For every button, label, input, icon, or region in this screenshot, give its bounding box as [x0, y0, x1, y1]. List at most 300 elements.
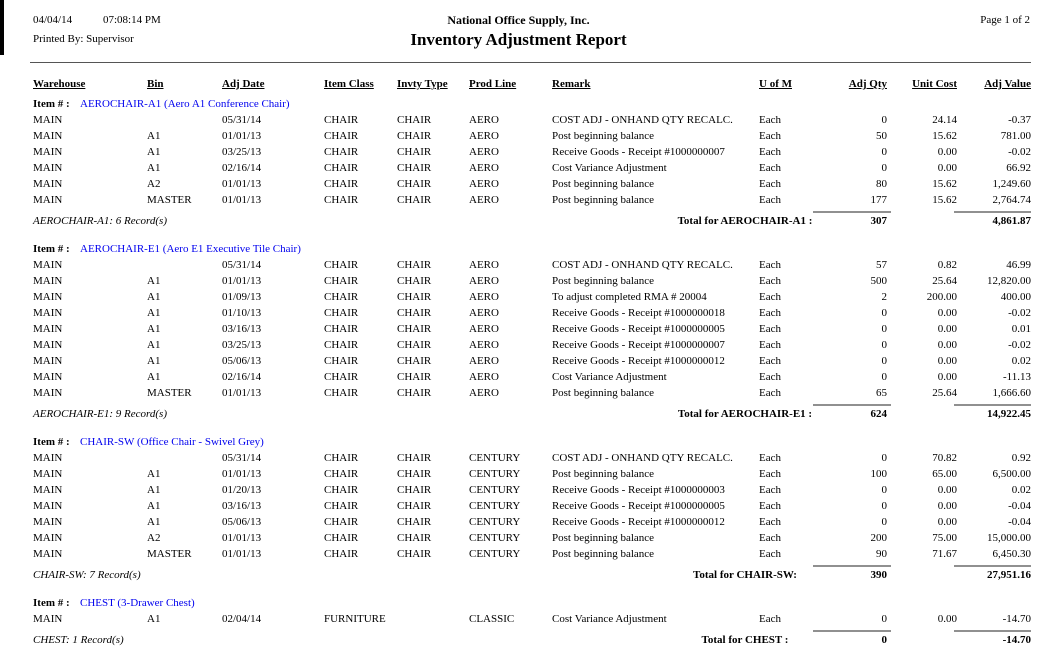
cell-adj-date: 03/16/13: [222, 323, 262, 335]
table-row: [0, 498, 1037, 514]
cell-prod-line: CENTURY: [469, 452, 521, 464]
company-name: National Office Supply, Inc.: [447, 13, 590, 27]
cell-invty-type: CHAIR: [397, 387, 432, 399]
cell-invty-type: CHAIR: [397, 114, 432, 126]
item-header-line: [0, 595, 1037, 611]
item-link[interactable]: AEROCHAIR-A1 (Aero A1 Conference Chair): [80, 98, 290, 110]
cell-invty-type: CHAIR: [397, 275, 432, 287]
column-header-u-of-m: U of M: [759, 78, 792, 90]
cell-unit-cost: 24.14: [932, 114, 957, 126]
cell-invty-type: CHAIR: [397, 146, 432, 158]
cell-warehouse: MAIN: [33, 532, 63, 544]
cell-warehouse: MAIN: [33, 307, 63, 319]
cell-item-class: CHAIR: [324, 532, 359, 544]
cell-remark: COST ADJ - ONHAND QTY RECALC.: [552, 259, 733, 271]
cell-warehouse: MAIN: [33, 516, 63, 528]
cell-invty-type: CHAIR: [397, 355, 432, 367]
printed-by: Printed By: Supervisor: [33, 33, 134, 45]
cell-unit-cost: 0.00: [937, 355, 957, 367]
cell-u-of-m: Each: [759, 307, 781, 319]
item-header-line: [0, 241, 1037, 257]
cell-adj-date: 01/01/13: [222, 532, 262, 544]
cell-invty-type: CHAIR: [397, 532, 432, 544]
cell-unit-cost: 65.00: [932, 468, 957, 480]
cell-adj-value: -0.04: [1008, 500, 1031, 512]
cell-adj-date: 01/10/13: [222, 307, 262, 319]
cell-adj-value: 15,000.00: [987, 532, 1031, 544]
cell-prod-line: AERO: [469, 371, 499, 383]
cell-adj-date: 01/01/13: [222, 387, 262, 399]
cell-adj-date: 02/16/14: [222, 162, 262, 174]
cell-unit-cost: 71.67: [932, 548, 957, 560]
cell-bin: A1: [147, 613, 161, 625]
cell-prod-line: AERO: [469, 275, 499, 287]
section-total-block: [0, 401, 1037, 434]
cell-prod-line: AERO: [469, 323, 499, 335]
column-header-remark: Remark: [552, 78, 591, 90]
cell-adj-qty: 177: [870, 194, 887, 206]
cell-item-class: CHAIR: [324, 114, 359, 126]
cell-adj-date: 01/01/13: [222, 130, 262, 142]
item-section: [0, 434, 1037, 595]
cell-invty-type: CHAIR: [397, 259, 432, 271]
cell-prod-line: AERO: [469, 259, 499, 271]
cell-u-of-m: Each: [759, 371, 781, 383]
cell-item-class: CHAIR: [324, 371, 359, 383]
cell-invty-type: CHAIR: [397, 516, 432, 528]
section-total-block: [0, 208, 1037, 241]
table-row: [0, 128, 1037, 144]
cell-remark: Post beginning balance: [552, 178, 655, 190]
cell-item-class: CHAIR: [324, 194, 359, 206]
cell-prod-line: AERO: [469, 162, 499, 174]
cell-unit-cost: 0.00: [937, 500, 957, 512]
report-title: Inventory Adjustment Report: [410, 30, 627, 49]
table-row: [0, 289, 1037, 305]
item-section: [0, 96, 1037, 241]
cell-prod-line: CENTURY: [469, 500, 521, 512]
cell-unit-cost: 25.64: [932, 387, 957, 399]
cell-adj-value: -14.70: [1002, 613, 1031, 625]
cell-bin: A1: [147, 307, 161, 319]
cell-adj-qty: 0: [881, 516, 887, 528]
item-number-label: Item # :: [33, 243, 70, 255]
cell-item-class: FURNITURE: [324, 613, 386, 625]
cell-remark: Cost Variance Adjustment: [552, 371, 667, 383]
cell-warehouse: MAIN: [33, 613, 63, 625]
cell-u-of-m: Each: [759, 130, 781, 142]
cell-adj-date: 01/01/13: [222, 275, 262, 287]
cell-warehouse: MAIN: [33, 291, 63, 303]
table-row: [0, 144, 1037, 160]
record-count: AEROCHAIR-E1: 9 Record(s): [33, 408, 167, 420]
table-row: [0, 176, 1037, 192]
cell-item-class: CHAIR: [324, 130, 359, 142]
cell-adj-date: 01/01/13: [222, 178, 262, 190]
cell-bin: MASTER: [147, 194, 192, 206]
cell-invty-type: CHAIR: [397, 130, 432, 142]
cell-invty-type: CHAIR: [397, 548, 432, 560]
item-header-line: [0, 96, 1037, 112]
cell-adj-date: 05/06/13: [222, 516, 262, 528]
cell-item-class: CHAIR: [324, 323, 359, 335]
item-number-label: Item # :: [33, 597, 70, 609]
cell-remark: Post beginning balance: [552, 387, 655, 399]
cell-item-class: CHAIR: [324, 452, 359, 464]
cell-prod-line: AERO: [469, 387, 499, 399]
cell-prod-line: AERO: [469, 355, 499, 367]
column-header-adj-value: Adj Value: [984, 78, 1031, 90]
cell-unit-cost: 0.82: [937, 259, 957, 271]
column-header-warehouse: Warehouse: [33, 78, 86, 90]
cell-adj-value: 781.00: [1000, 130, 1031, 142]
cell-invty-type: CHAIR: [397, 178, 432, 190]
total-label: Total for CHEST :: [701, 634, 789, 646]
cell-warehouse: MAIN: [33, 355, 63, 367]
cell-bin: A1: [147, 162, 161, 174]
cell-adj-date: 02/04/14: [222, 613, 262, 625]
cell-adj-value: 0.92: [1011, 452, 1031, 464]
cell-adj-date: 02/16/14: [222, 371, 262, 383]
cell-adj-value: -0.37: [1008, 114, 1031, 126]
cell-prod-line: AERO: [469, 194, 499, 206]
cell-remark: Receive Goods - Receipt #1000000018: [552, 307, 725, 319]
cell-warehouse: MAIN: [33, 323, 63, 335]
cell-remark: Post beginning balance: [552, 194, 655, 206]
cell-item-class: CHAIR: [324, 291, 359, 303]
item-number-label: Item # :: [33, 98, 70, 110]
cell-remark: Receive Goods - Receipt #1000000007: [552, 146, 725, 158]
cell-adj-value: 0.02: [1011, 484, 1031, 496]
cell-bin: A1: [147, 484, 161, 496]
cell-item-class: CHAIR: [324, 307, 359, 319]
table-row: [0, 385, 1037, 401]
cell-adj-qty: 200: [870, 532, 887, 544]
cell-unit-cost: 70.82: [932, 452, 957, 464]
cell-u-of-m: Each: [759, 146, 781, 158]
cell-warehouse: MAIN: [33, 371, 63, 383]
cell-u-of-m: Each: [759, 194, 781, 206]
cell-adj-qty: 80: [876, 178, 887, 190]
item-number-label: Item # :: [33, 436, 70, 448]
cell-prod-line: AERO: [469, 130, 499, 142]
cell-unit-cost: 0.00: [937, 613, 957, 625]
cell-adj-date: 03/25/13: [222, 339, 262, 351]
item-link[interactable]: CHEST (3-Drawer Chest): [80, 597, 195, 609]
table-row: [0, 530, 1037, 546]
cell-adj-date: 03/25/13: [222, 146, 262, 158]
cell-u-of-m: Each: [759, 162, 781, 174]
cell-item-class: CHAIR: [324, 162, 359, 174]
total-adj-qty: 307: [870, 215, 887, 227]
cell-adj-date: 01/09/13: [222, 291, 262, 303]
cell-adj-qty: 0: [881, 307, 887, 319]
item-link[interactable]: CHAIR-SW (Office Chair - Swivel Grey): [80, 436, 264, 448]
cell-bin: A1: [147, 146, 161, 158]
item-header-line: [0, 434, 1037, 450]
table-row: [0, 450, 1037, 466]
table-row: [0, 514, 1037, 530]
total-adj-value: 4,861.87: [992, 215, 1031, 227]
item-section: [0, 595, 1037, 653]
table-row: [0, 112, 1037, 128]
total-label: Total for AEROCHAIR-E1 :: [677, 408, 813, 420]
cell-bin: MASTER: [147, 387, 192, 399]
cell-bin: A1: [147, 339, 161, 351]
cell-adj-qty: 0: [881, 162, 887, 174]
table-row: [0, 337, 1037, 353]
cell-item-class: CHAIR: [324, 178, 359, 190]
cell-warehouse: MAIN: [33, 468, 63, 480]
cell-invty-type: CHAIR: [397, 371, 432, 383]
cell-adj-qty: 0: [881, 484, 887, 496]
cell-adj-qty: 0: [881, 452, 887, 464]
cell-u-of-m: Each: [759, 484, 781, 496]
cell-adj-date: 01/01/13: [222, 468, 262, 480]
cell-prod-line: AERO: [469, 178, 499, 190]
cell-u-of-m: Each: [759, 355, 781, 367]
cell-adj-value: 400.00: [1000, 291, 1031, 303]
header-divider: [30, 62, 1031, 63]
item-link[interactable]: AEROCHAIR-E1 (Aero E1 Executive Tile Chair): [80, 243, 301, 255]
cell-u-of-m: Each: [759, 339, 781, 351]
record-count: AEROCHAIR-A1: 6 Record(s): [33, 215, 167, 227]
cell-adj-qty: 0: [881, 371, 887, 383]
cell-prod-line: CENTURY: [469, 468, 521, 480]
cell-adj-value: 0.02: [1011, 355, 1031, 367]
page-indicator: Page 1 of 2: [980, 14, 1030, 26]
cell-prod-line: AERO: [469, 146, 499, 158]
total-adj-qty: 624: [870, 408, 887, 420]
total-adj-value: 14,922.45: [987, 408, 1031, 420]
cell-bin: A1: [147, 275, 161, 287]
cell-item-class: CHAIR: [324, 387, 359, 399]
cell-item-class: CHAIR: [324, 339, 359, 351]
column-header-invty-type: Invty Type: [397, 78, 448, 90]
cell-invty-type: CHAIR: [397, 194, 432, 206]
cell-item-class: CHAIR: [324, 516, 359, 528]
cell-adj-value: 46.99: [1006, 259, 1031, 271]
cell-bin: A2: [147, 178, 161, 190]
table-row: [0, 192, 1037, 208]
print-time: 07:08:14 PM: [103, 14, 161, 26]
cell-invty-type: CHAIR: [397, 162, 432, 174]
cell-warehouse: MAIN: [33, 484, 63, 496]
cell-warehouse: MAIN: [33, 387, 63, 399]
cell-warehouse: MAIN: [33, 339, 63, 351]
cell-adj-value: 12,820.00: [987, 275, 1031, 287]
cell-adj-date: 05/31/14: [222, 114, 262, 126]
cell-adj-value: 6,500.00: [992, 468, 1031, 480]
cell-item-class: CHAIR: [324, 484, 359, 496]
cell-unit-cost: 0.00: [937, 371, 957, 383]
cell-bin: A1: [147, 468, 161, 480]
cell-adj-date: 01/01/13: [222, 194, 262, 206]
cell-remark: COST ADJ - ONHAND QTY RECALC.: [552, 452, 733, 464]
cell-adj-qty: 500: [870, 275, 887, 287]
cell-warehouse: MAIN: [33, 275, 63, 287]
table-row: [0, 611, 1037, 627]
cell-remark: Post beginning balance: [552, 275, 655, 287]
column-header-adj-qty: Adj Qty: [848, 78, 887, 90]
cell-invty-type: CHAIR: [397, 307, 432, 319]
cell-remark: Receive Goods - Receipt #1000000005: [552, 500, 725, 512]
cell-adj-qty: 0: [881, 323, 887, 335]
cell-u-of-m: Each: [759, 114, 781, 126]
cell-prod-line: CENTURY: [469, 548, 521, 560]
cell-u-of-m: Each: [759, 387, 781, 399]
cell-remark: Receive Goods - Receipt #1000000012: [552, 355, 725, 367]
cell-prod-line: CENTURY: [469, 516, 521, 528]
cell-prod-line: AERO: [469, 291, 499, 303]
cell-warehouse: MAIN: [33, 500, 63, 512]
cell-remark: Post beginning balance: [552, 548, 655, 560]
cell-u-of-m: Each: [759, 259, 781, 271]
cell-bin: A1: [147, 291, 161, 303]
table-row: [0, 353, 1037, 369]
cell-u-of-m: Each: [759, 613, 781, 625]
cell-remark: Receive Goods - Receipt #1000000005: [552, 323, 725, 335]
cell-bin: A1: [147, 371, 161, 383]
cell-unit-cost: 15.62: [932, 194, 957, 206]
cell-u-of-m: Each: [759, 178, 781, 190]
cell-u-of-m: Each: [759, 500, 781, 512]
cell-warehouse: MAIN: [33, 452, 63, 464]
cell-remark: Post beginning balance: [552, 468, 655, 480]
cell-bin: A1: [147, 323, 161, 335]
cell-u-of-m: Each: [759, 548, 781, 560]
column-header-row: [0, 72, 1037, 96]
cell-remark: Cost Variance Adjustment: [552, 162, 667, 174]
cell-adj-qty: 0: [881, 613, 887, 625]
cell-unit-cost: 0.00: [937, 484, 957, 496]
cell-adj-qty: 90: [876, 548, 887, 560]
cell-item-class: CHAIR: [324, 275, 359, 287]
cell-adj-qty: 0: [881, 146, 887, 158]
cell-bin: A1: [147, 516, 161, 528]
cell-bin: A1: [147, 355, 161, 367]
cell-adj-date: 05/31/14: [222, 259, 262, 271]
cell-adj-date: 03/16/13: [222, 500, 262, 512]
cell-remark: To adjust completed RMA # 20004: [552, 291, 707, 303]
table-row: [0, 546, 1037, 562]
table-row: [0, 369, 1037, 385]
cell-warehouse: MAIN: [33, 178, 63, 190]
cell-item-class: CHAIR: [324, 548, 359, 560]
cell-u-of-m: Each: [759, 516, 781, 528]
cell-warehouse: MAIN: [33, 146, 63, 158]
cell-prod-line: CLASSIC: [469, 613, 515, 625]
total-adj-value: -14.70: [1002, 634, 1031, 646]
cell-adj-value: 6,450.30: [992, 548, 1031, 560]
total-label: Total for CHAIR-SW:: [693, 569, 797, 581]
cell-item-class: CHAIR: [324, 355, 359, 367]
cell-prod-line: AERO: [469, 307, 499, 319]
cell-adj-qty: 50: [876, 130, 887, 142]
cell-unit-cost: 0.00: [937, 307, 957, 319]
cell-adj-value: -0.04: [1008, 516, 1031, 528]
cell-unit-cost: 200.00: [926, 291, 957, 303]
cell-prod-line: CENTURY: [469, 484, 521, 496]
cell-bin: A1: [147, 130, 161, 142]
table-row: [0, 160, 1037, 176]
cell-warehouse: MAIN: [33, 162, 63, 174]
cell-invty-type: CHAIR: [397, 484, 432, 496]
cell-adj-date: 05/06/13: [222, 355, 262, 367]
cell-adj-value: 2,764.74: [992, 194, 1031, 206]
cell-item-class: CHAIR: [324, 468, 359, 480]
cell-item-class: CHAIR: [324, 146, 359, 158]
cell-prod-line: AERO: [469, 339, 499, 351]
cell-item-class: CHAIR: [324, 500, 359, 512]
table-row: [0, 466, 1037, 482]
cell-unit-cost: 0.00: [937, 162, 957, 174]
cell-warehouse: MAIN: [33, 114, 63, 126]
cell-adj-qty: 2: [881, 291, 887, 303]
cell-adj-value: -11.13: [1002, 371, 1031, 383]
cell-unit-cost: 15.62: [932, 130, 957, 142]
table-row: [0, 321, 1037, 337]
cell-adj-value: -0.02: [1008, 339, 1031, 351]
column-header-adj-date: Adj Date: [222, 78, 265, 90]
cell-remark: Receive Goods - Receipt #1000000003: [552, 484, 725, 496]
cell-adj-qty: 0: [881, 355, 887, 367]
cell-invty-type: CHAIR: [397, 468, 432, 480]
cell-prod-line: AERO: [469, 114, 499, 126]
cell-unit-cost: 0.00: [937, 146, 957, 158]
cell-adj-value: -0.02: [1008, 146, 1031, 158]
cell-item-class: CHAIR: [324, 259, 359, 271]
record-count: CHEST: 1 Record(s): [33, 634, 124, 646]
cell-unit-cost: 25.64: [932, 275, 957, 287]
cell-u-of-m: Each: [759, 323, 781, 335]
cell-u-of-m: Each: [759, 452, 781, 464]
cell-adj-qty: 0: [881, 500, 887, 512]
cell-unit-cost: 0.00: [937, 339, 957, 351]
report-body: [0, 96, 1037, 653]
column-header-item-class: Item Class: [324, 78, 374, 90]
cell-unit-cost: 15.62: [932, 178, 957, 190]
cell-bin: MASTER: [147, 548, 192, 560]
cell-unit-cost: 0.00: [937, 323, 957, 335]
total-adj-qty: 390: [870, 569, 887, 581]
cell-remark: Post beginning balance: [552, 532, 655, 544]
cell-invty-type: CHAIR: [397, 339, 432, 351]
cell-adj-date: 01/01/13: [222, 548, 262, 560]
record-count: CHAIR-SW: 7 Record(s): [33, 569, 141, 581]
cell-adj-date: 01/20/13: [222, 484, 262, 496]
cell-bin: A2: [147, 532, 161, 544]
cell-warehouse: MAIN: [33, 548, 63, 560]
cell-invty-type: CHAIR: [397, 291, 432, 303]
cell-bin: A1: [147, 500, 161, 512]
cell-adj-value: 66.92: [1006, 162, 1031, 174]
cell-remark: Cost Variance Adjustment: [552, 613, 667, 625]
cell-u-of-m: Each: [759, 291, 781, 303]
cell-unit-cost: 0.00: [937, 516, 957, 528]
cell-adj-value: -0.02: [1008, 307, 1031, 319]
cell-unit-cost: 75.00: [932, 532, 957, 544]
cell-warehouse: MAIN: [33, 259, 63, 271]
cell-remark: Receive Goods - Receipt #1000000007: [552, 339, 725, 351]
column-header-prod-line: Prod Line: [469, 78, 517, 90]
cell-adj-date: 05/31/14: [222, 452, 262, 464]
cell-warehouse: MAIN: [33, 194, 63, 206]
cell-invty-type: CHAIR: [397, 323, 432, 335]
cell-invty-type: CHAIR: [397, 500, 432, 512]
table-row: [0, 257, 1037, 273]
cell-adj-value: 1,666.60: [992, 387, 1031, 399]
